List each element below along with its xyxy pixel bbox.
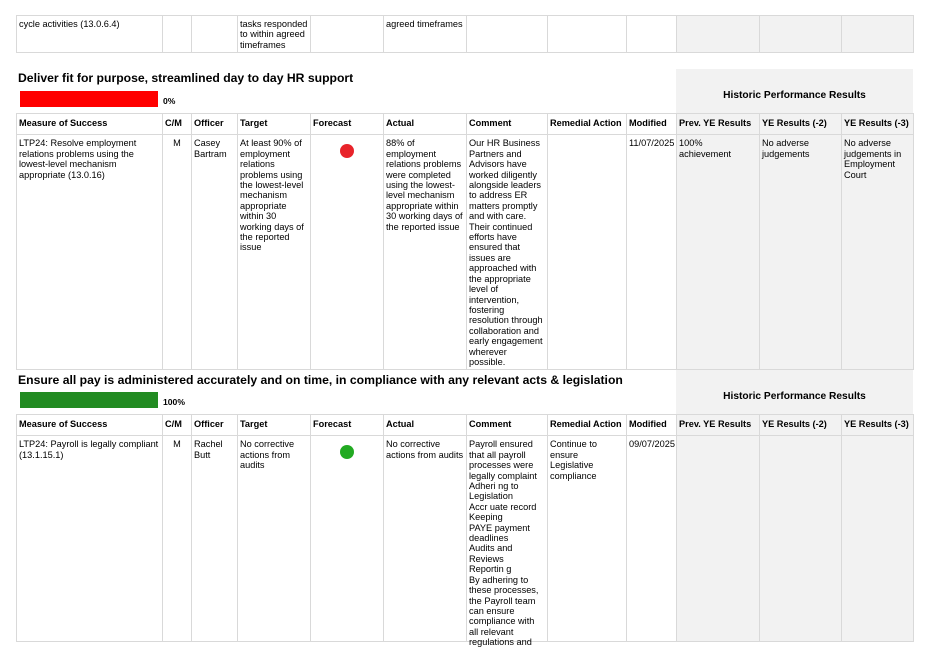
table-row: [17, 16, 914, 53]
col-header: YE Results (-2): [760, 415, 842, 436]
table-row: [17, 436, 914, 642]
comment-cell: Payroll ensured that all payroll processes were legally complaint Adheri ng to Legislation Accr uate record Keeping PAYE payment deadlines Audits and Reviews Reportin g By adhering to these processes, the Payroll team can ensure compliance with all relevant regulations and: [467, 436, 548, 642]
target-cell: At least 90% of employment relations problems using the lowest-level mechanism appropriate within 30 working days of the reported issue: [238, 135, 311, 370]
progress-label: 0%: [163, 96, 176, 106]
col-header: Forecast: [311, 415, 384, 436]
col-header: Officer: [192, 114, 238, 135]
forecast-cell: [311, 135, 384, 370]
col-header: C/M: [163, 415, 192, 436]
cm-cell: M: [163, 436, 192, 642]
col-header: Actual: [384, 415, 467, 436]
prev-ye-cell: 100% achievement: [677, 135, 760, 370]
ye3-cell: No adverse judgements in Employment Court: [842, 135, 914, 370]
measure-cell: LTP24: Resolve employment relations problems using the lowest-level mechanism appropriate (13.0.16): [17, 135, 163, 370]
col-header: Comment: [467, 415, 548, 436]
col-header: Target: [238, 114, 311, 135]
measure-cell: LTP24: Payroll is legally compliant (13.1.15.1): [17, 436, 163, 642]
cm-cell: M: [163, 135, 192, 370]
officer-cell: Rachel Butt: [192, 436, 238, 642]
section-title: Ensure all pay is administered accurately and on time, in compliance with any relevant acts & legislation: [18, 373, 623, 387]
col-header: Comment: [467, 114, 548, 135]
col-header: YE Results (-2): [760, 114, 842, 135]
measures-table: [16, 113, 914, 370]
col-header: Remedial Action: [548, 415, 627, 436]
col-header: C/M: [163, 114, 192, 135]
comment-cell: Our HR Business Partners and Advisors have worked diligently alongside leaders to address ER matters promptly and with care. Their continued efforts have ensured that issues are approached with the appropriate level of intervention, fostering resolution through collaboration and early engagement wherever possible.: [467, 135, 548, 370]
forecast-cell: [311, 436, 384, 642]
target-cell: tasks responded to within agreed timeframes: [238, 16, 311, 53]
measures-table: [16, 414, 914, 648]
progress-bar: [20, 91, 158, 107]
col-header: Forecast: [311, 114, 384, 135]
historic-results-header: Historic Performance Results: [676, 370, 913, 414]
col-header: YE Results (-3): [842, 114, 914, 135]
progress-label: 100%: [163, 397, 185, 407]
measure-cell: cycle activities (13.0.6.4): [17, 16, 163, 53]
actual-cell: agreed timeframes: [384, 16, 467, 53]
col-header: Actual: [384, 114, 467, 135]
section-title: Deliver fit for purpose, streamlined day to day HR support: [18, 71, 354, 85]
modified-cell: 11/07/2025: [627, 135, 677, 370]
actual-cell: 88% of employment relations problems were completed using the lowest-level mechanism appropriate within 30 working days of the reported issue: [384, 135, 467, 370]
col-header: Target: [238, 415, 311, 436]
col-header: Officer: [192, 415, 238, 436]
col-header: Measure of Success: [17, 415, 163, 436]
col-header: YE Results (-3): [842, 415, 914, 436]
historic-results-header: Historic Performance Results: [676, 69, 913, 113]
forecast-status-dot: [340, 445, 354, 459]
modified-cell: 09/07/2025: [627, 436, 677, 642]
ye2-cell: [760, 436, 842, 642]
target-cell: No corrective actions from audits: [238, 436, 311, 642]
progress-bar: [20, 392, 158, 408]
header-row: [17, 415, 914, 436]
ye3-cell: [842, 436, 914, 642]
header-row: [17, 114, 914, 135]
col-header: Prev. YE Results: [677, 114, 760, 135]
actual-cell: No corrective actions from audits: [384, 436, 467, 642]
top-partial-table: [16, 15, 914, 53]
remedial-cell: [548, 135, 627, 370]
col-header: Modified: [627, 415, 677, 436]
forecast-status-dot: [340, 144, 354, 158]
col-header: Prev. YE Results: [677, 415, 760, 436]
prev-ye-cell: [677, 436, 760, 642]
col-header: Remedial Action: [548, 114, 627, 135]
col-header: Measure of Success: [17, 114, 163, 135]
remedial-cell: Continue to ensure Legislative compliance: [548, 436, 627, 642]
table-row: [17, 135, 914, 370]
col-header: Modified: [627, 114, 677, 135]
ye2-cell: No adverse judgements: [760, 135, 842, 370]
officer-cell: Casey Bartram: [192, 135, 238, 370]
